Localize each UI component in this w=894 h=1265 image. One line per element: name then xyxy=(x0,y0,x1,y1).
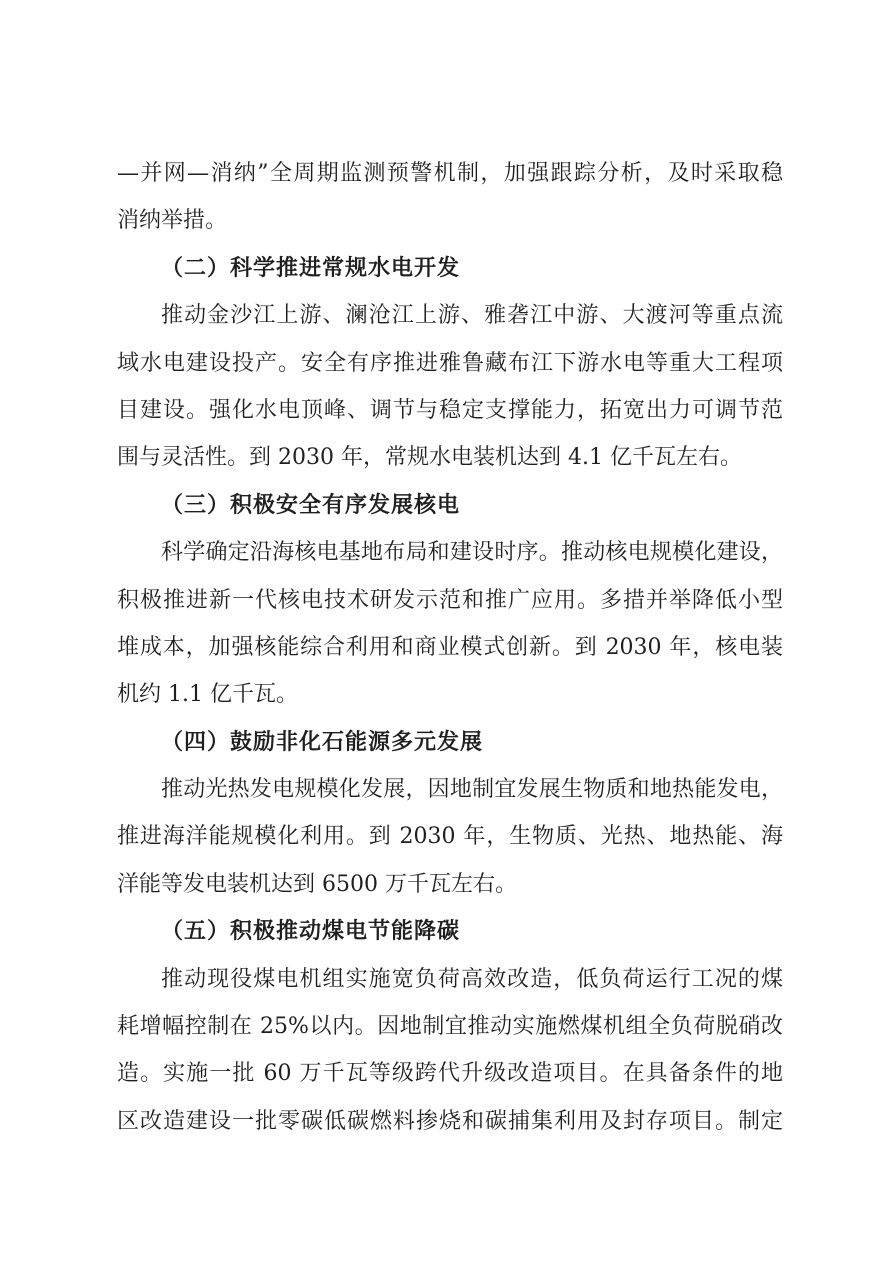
paragraph-line: 消纳举措。 xyxy=(117,208,228,234)
paragraph-line: 推动光热发电规模化发展，因地制宜发展生物质和地热能发电， xyxy=(161,777,783,803)
paragraph-line: 积极推进新一代核电技术研发示范和推广应用。多措并举降低小型 xyxy=(117,587,783,613)
section-heading: （五）积极推动煤电节能降碳 xyxy=(161,919,461,945)
paragraph-line: 造。实施一批 60 万千瓦等级跨代升级改造项目。在具备条件的地 xyxy=(117,1061,783,1087)
paragraph-line: 目建设。强化水电顶峰、调节与稳定支撑能力，拓宽出力可调节范 xyxy=(117,397,783,423)
paragraph-line: 堆成本，加强核能综合利用和商业模式创新。到 2030 年，核电装 xyxy=(117,634,783,660)
paragraph-line: 耗增幅控制在 25%以内。因地制宜推动实施燃煤机组全负荷脱硝改 xyxy=(117,1014,783,1040)
paragraph-line: 区改造建设一批零碳低碳燃料掺烧和碳捕集利用及封存项目。制定 xyxy=(117,1108,783,1134)
paragraph-line: 推动现役煤电机组实施宽负荷高效改造，低负荷运行工况的煤 xyxy=(161,966,783,992)
paragraph-line: —并网—消纳”全周期监测预警机制，加强跟踪分析，及时采取稳 xyxy=(117,161,783,186)
section-heading: （二）科学推进常规水电开发 xyxy=(161,255,461,281)
section-heading: （三）积极安全有序发展核电 xyxy=(161,492,461,518)
paragraph-line: 机约 1.1 亿千瓦。 xyxy=(117,682,298,708)
paragraph-line: 推动金沙江上游、澜沧江上游、雅砻江中游、大渡河等重点流 xyxy=(161,303,783,329)
paragraph-line: 洋能等发电装机达到 6500 万千瓦左右。 xyxy=(117,871,517,897)
paragraph-line: 推进海洋能规模化利用。到 2030 年，生物质、光热、地热能、海 xyxy=(117,824,783,850)
paragraph-line: 围与灵活性。到 2030 年，常规水电装机达到 4.1 亿千瓦左右。 xyxy=(117,445,742,471)
paragraph-line: 域水电建设投产。安全有序推进雅鲁藏布江下游水电等重大工程项 xyxy=(117,350,783,376)
section-heading: （四）鼓励非化石能源多元发展 xyxy=(161,729,484,755)
document-body xyxy=(117,150,783,1145)
paragraph-line: 科学确定沿海核电基地布局和建设时序。推动核电规模化建设， xyxy=(161,540,783,566)
